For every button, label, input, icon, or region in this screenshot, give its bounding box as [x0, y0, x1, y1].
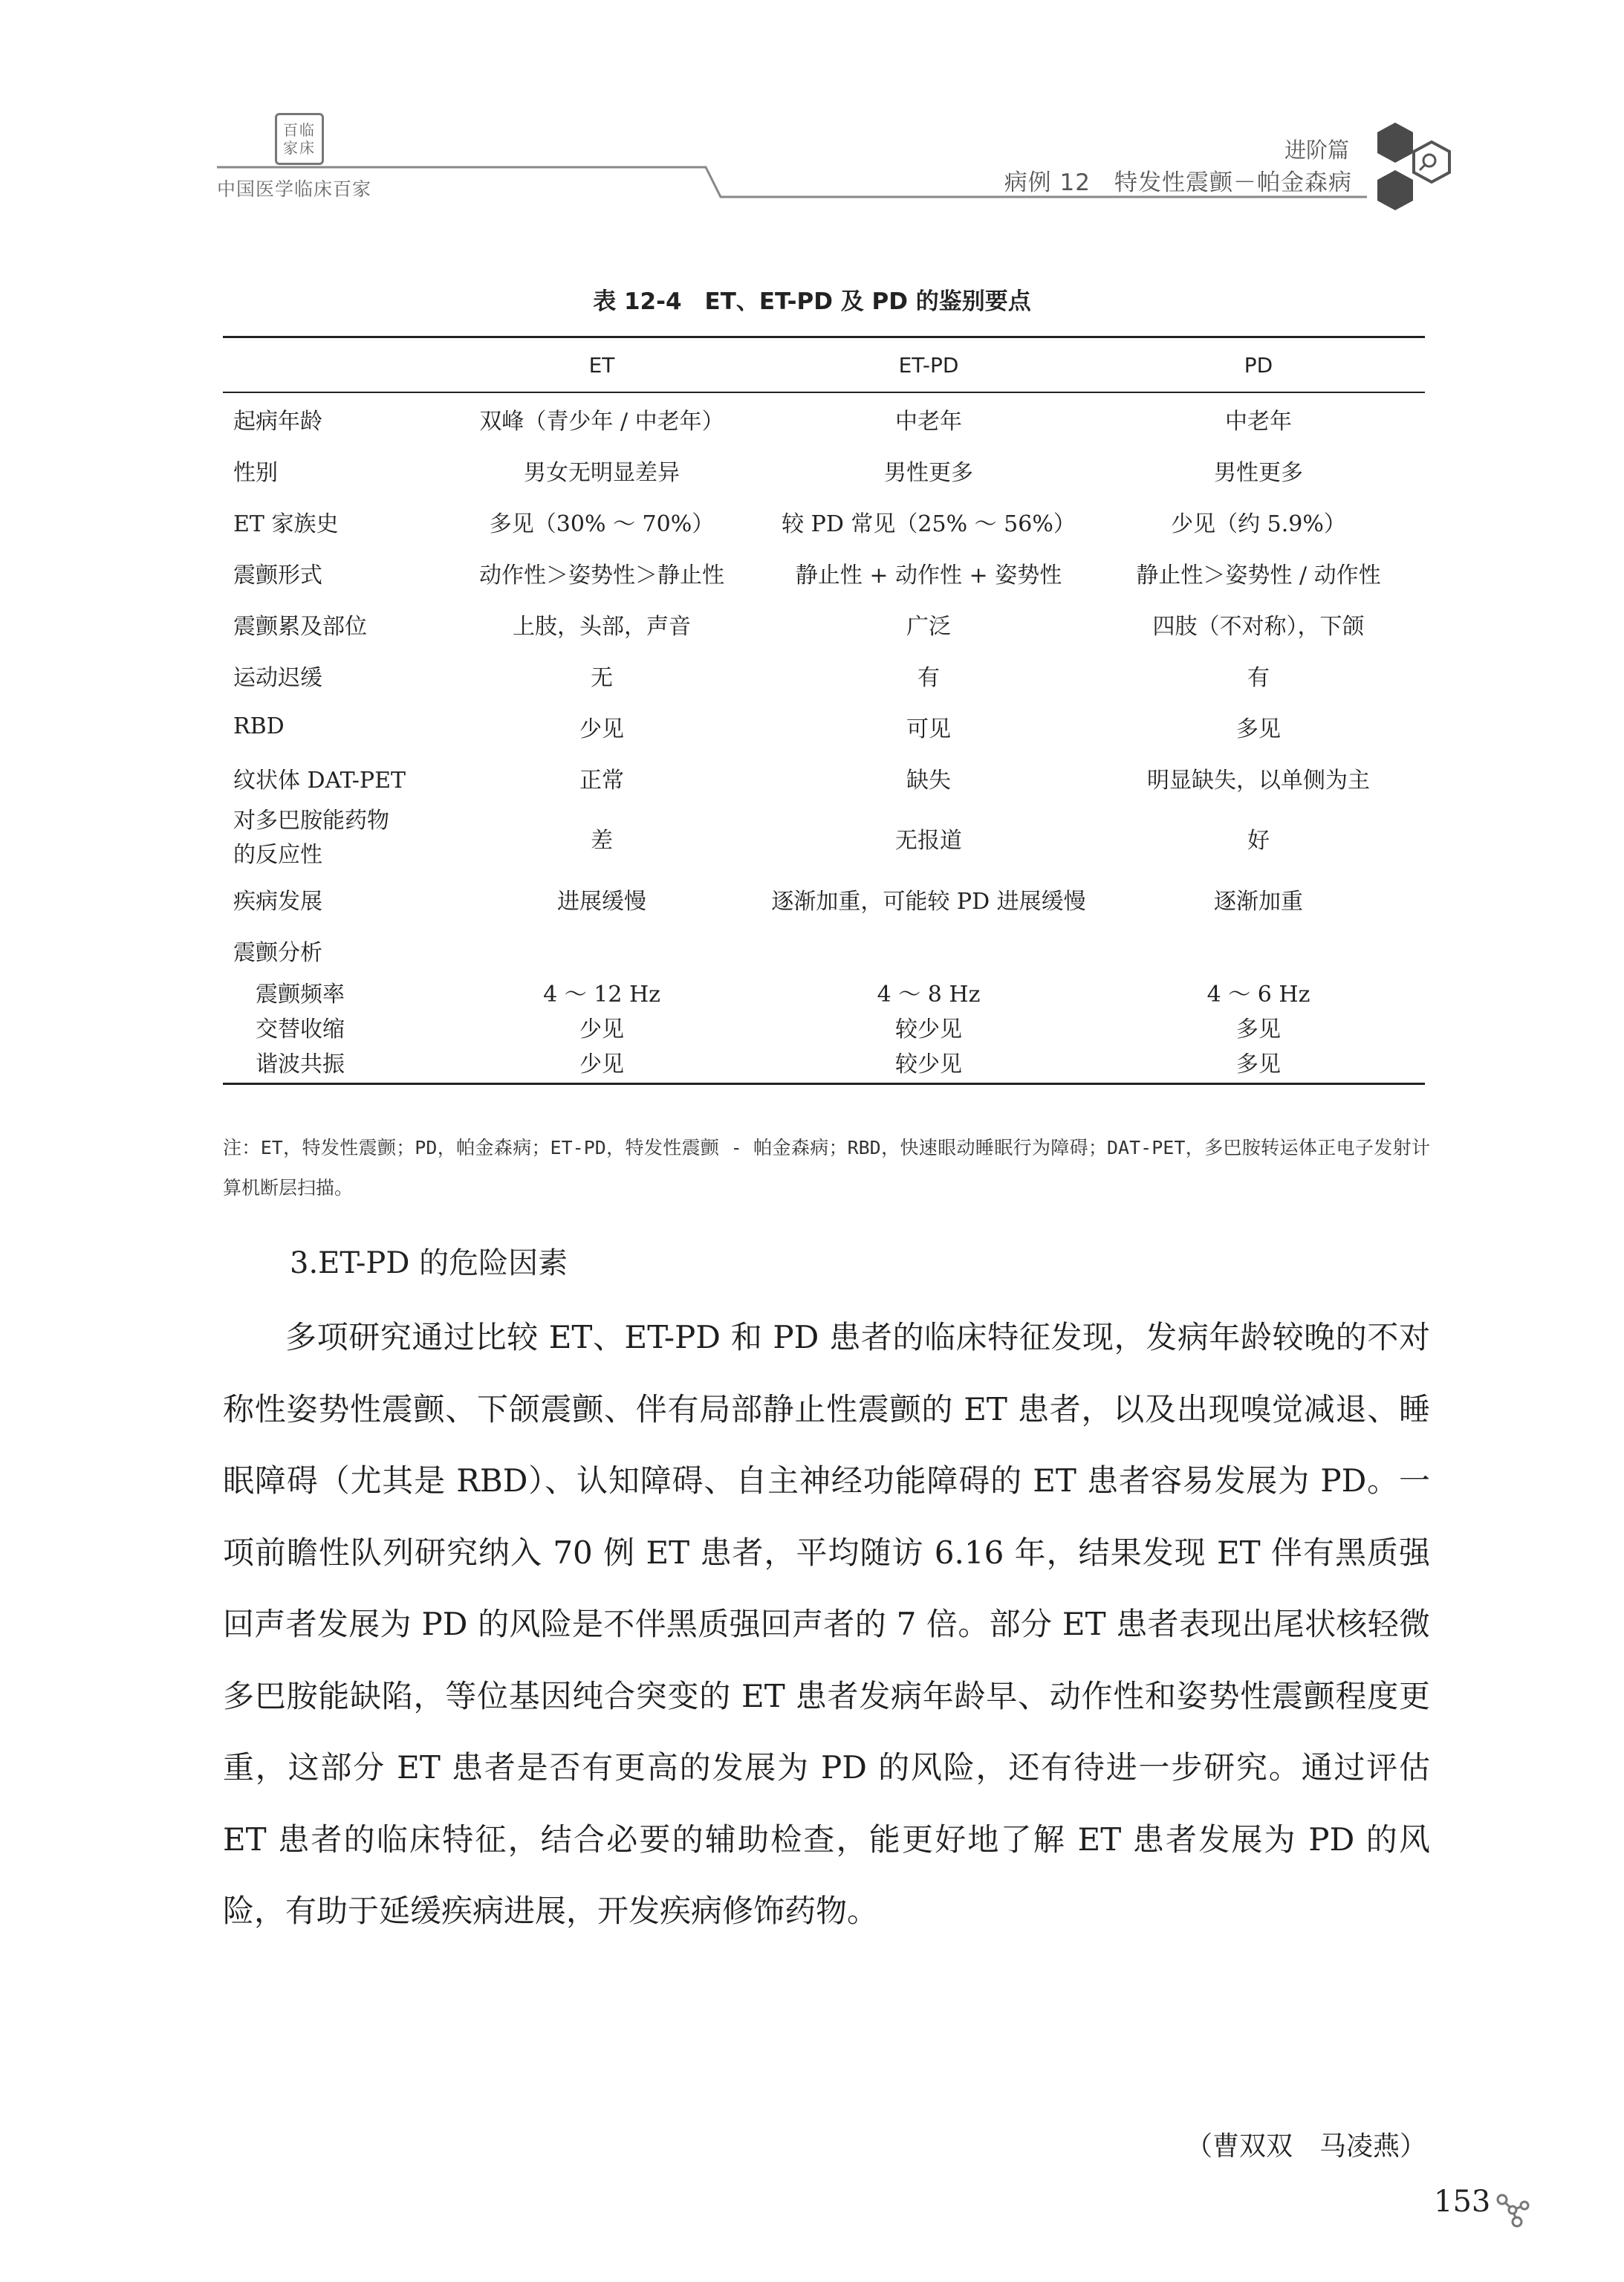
table-cell: 男女无明显差异 [524, 459, 680, 486]
series-title: 中国医学临床百家 [217, 178, 372, 200]
row-label: 震颤分析 [233, 939, 322, 966]
table-cell [438, 924, 765, 976]
table-cell: 四肢（不对称），下颌 [1152, 613, 1365, 640]
table-header-row [223, 337, 1425, 393]
table-cell [1092, 976, 1425, 1084]
subrow-label: 震颤频率 [256, 981, 345, 1008]
table-cell: 静止性＞姿势性 / 动作性 [1136, 562, 1381, 589]
row-label [223, 976, 438, 1084]
hexagon-dark-icon [1377, 170, 1413, 210]
table-row [223, 547, 1425, 598]
header-cell [223, 337, 438, 393]
page-number: 153 [1434, 2185, 1491, 2219]
subrow-value: 多见 [1236, 1051, 1281, 1077]
table-row [223, 701, 1425, 752]
table-row [223, 803, 1425, 873]
row-label: 起病年龄 [233, 408, 322, 435]
table-row [223, 598, 1425, 649]
subrow-value: 少见 [579, 1051, 624, 1077]
table-cell [765, 976, 1092, 1084]
subrow-value: 多见 [1236, 1016, 1281, 1043]
table-cell: 逐渐加重 [1214, 888, 1303, 915]
table-cell: 有 [1247, 664, 1270, 691]
author-credit: （曹双双 马凌燕） [1185, 2131, 1426, 2162]
row-label: 性别 [233, 459, 278, 486]
table-cell [765, 924, 1092, 976]
table-cell: 正常 [579, 767, 624, 794]
table-cell [438, 976, 765, 1084]
table-cell: 少见（约 5.9%） [1171, 510, 1346, 537]
running-header [0, 0, 1624, 238]
logo-line-2: 家床 [283, 139, 316, 157]
row-label: 震颤形式 [233, 562, 322, 589]
table-row [223, 649, 1425, 701]
body-paragraph: 多项研究通过比较 ET、ET-PD 和 PD 患者的临床特征发现，发病年龄较晚的不对称性姿势性震颤、下颌震颤、伴有局部静止性震颤的 ET 患者，以及出现嗅觉减退、睡眠障碍（尤其是 RBD）、认知障碍、自主神经功能障碍的 ET 患者容易发展为 PD。一项前瞻性队列研究纳入 70 例 ET 患者，平均随访 6.16 年，结果发现 ET 伴有黑质强回声者发展为 PD 的风险是不伴黑质强回声者的 7 倍。部分 ET 患者表现出尾状核轻微多巴胺能缺陷，等位基因纯合突变的 ET 患者发病年龄早、动作性和姿势性震颤程度更重，这部分 ET 患者是否有更高的发展为 PD 的风险，还有待进一步研究。通过评估 ET 患者的临床特征，结合必要的辅助检查，能更好地了解 ET 患者发展为 PD 的风险，有助于延缓疾病进展，开发疾病修饰药物。 [223, 1319, 1430, 1929]
subrow-value: 4 ～ 12 Hz [543, 981, 660, 1008]
table-cell: 静止性 + 动作性 + 姿势性 [795, 562, 1062, 589]
table-row [223, 976, 1425, 1084]
table-cell: 双峰（青少年 / 中老年） [479, 408, 724, 435]
table-cell: 可见 [906, 716, 951, 742]
table-cell [1092, 924, 1425, 976]
table-cell: 逐渐加重，可能较 PD 进展缓慢 [771, 888, 1086, 915]
subrow-value: 4 ～ 8 Hz [877, 981, 981, 1008]
series-logo [275, 113, 324, 165]
subrow-value: 较少见 [895, 1016, 962, 1043]
row-label: 震颤累及部位 [233, 613, 367, 640]
table-cell: 广泛 [906, 613, 951, 640]
table-cell: 缺失 [906, 767, 951, 794]
table-cell: 男性更多 [884, 459, 973, 486]
comparison-table [223, 336, 1425, 1085]
table-cell: 进展缓慢 [557, 888, 646, 915]
table-cell: 少见 [579, 716, 624, 742]
header-cell: ET [438, 337, 765, 393]
table-caption: 表 12-4 ET、ET-PD 及 PD 的鉴别要点 [593, 288, 1031, 315]
table-cell: 明显缺失，以单侧为主 [1147, 767, 1370, 794]
table-cell: 差 [591, 828, 613, 854]
row-label: 运动迟缓 [233, 664, 322, 691]
table-row [223, 873, 1425, 924]
table-cell: 好 [1247, 828, 1270, 854]
table-row [223, 392, 1425, 444]
table-cell: 无报道 [895, 828, 962, 854]
table-cell: 多见 [1236, 716, 1281, 742]
table-cell: 上肢，头部，声音 [513, 613, 691, 640]
row-label: RBD [233, 713, 285, 739]
table-cell: 无 [591, 664, 613, 691]
table-note: 注：ET，特发性震颤；PD，帕金森病；ET-PD，特发性震颤 - 帕金森病；RBD，快速眼动睡眠行为障碍；DAT-PET，多巴胺转运体正电子发射计算机断层扫描。 [223, 1137, 1430, 1199]
case-title: 病例 12 特发性震颤－帕金森病 [1004, 169, 1352, 196]
hexagon-outline-icon [1414, 142, 1449, 182]
row-label: ET 家族史 [233, 510, 339, 537]
header-cell: PD [1092, 337, 1425, 393]
subrow-label: 谐波共振 [256, 1051, 345, 1077]
row-label [223, 803, 438, 873]
table-cell: 较 PD 常见（25% ～ 56%） [782, 510, 1076, 537]
table-row [223, 752, 1425, 803]
table-cell: 中老年 [1225, 408, 1292, 435]
section-label: 进阶篇 [1284, 137, 1349, 163]
header-cell: ET-PD [765, 337, 1092, 393]
section-heading: 3.ET-PD 的危险因素 [290, 1246, 568, 1280]
logo-line-1: 百临 [283, 121, 316, 139]
molecule-icon [1495, 2192, 1532, 2229]
subrow-label: 交替收缩 [256, 1016, 345, 1043]
table-row [223, 444, 1425, 496]
row-label: 纹状体 DAT-PET [233, 767, 406, 794]
table-cell: 多见（30% ～ 70%） [489, 510, 715, 537]
table-row [223, 496, 1425, 547]
row-label-line: 的反应性 [233, 842, 322, 868]
table-cell: 男性更多 [1214, 459, 1303, 486]
table-cell: 有 [917, 664, 940, 691]
subrow-value: 较少见 [895, 1051, 962, 1077]
table-cell: 动作性＞姿势性＞静止性 [479, 562, 724, 589]
row-label: 疾病发展 [233, 888, 322, 915]
row-label-line: 对多巴胺能药物 [233, 808, 389, 834]
table-row [223, 924, 1425, 976]
hexagon-dark-icon [1377, 123, 1413, 163]
subrow-value: 少见 [579, 1016, 624, 1043]
table-cell: 中老年 [895, 408, 962, 435]
header-decoration [0, 0, 1624, 238]
subrow-value: 4 ～ 6 Hz [1206, 981, 1310, 1008]
